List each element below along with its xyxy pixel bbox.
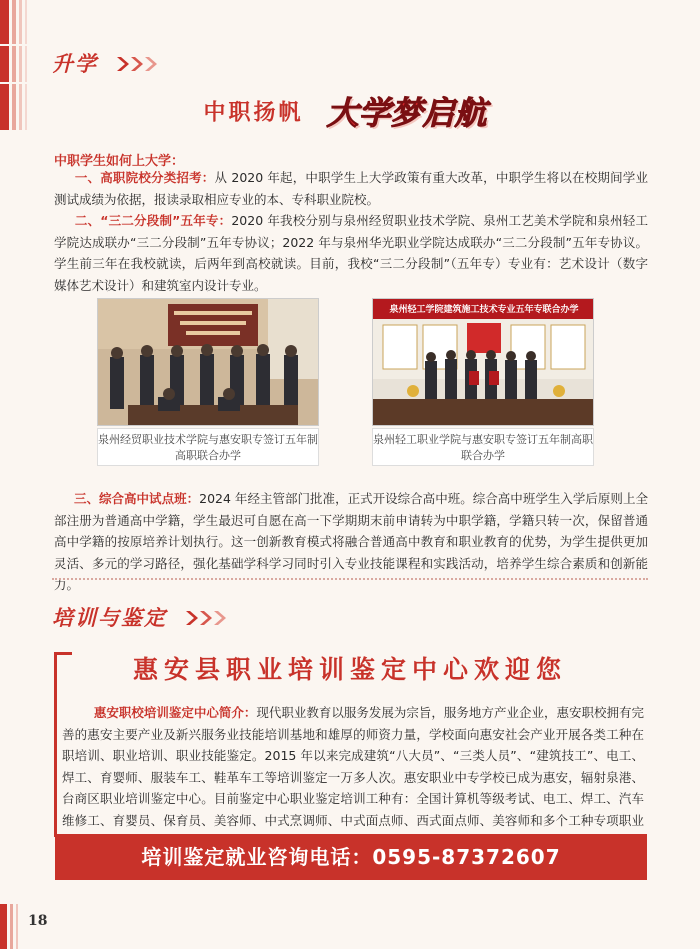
chevron-arrows-icon <box>184 607 230 632</box>
page-number: 18 <box>28 913 48 929</box>
upgrade-heading: 中职学生如何上大学： <box>54 154 185 169</box>
training-intro-text: 现代职业教育以服务发展为宗旨，服务地方产业企业，惠安职校拥有完善的惠安主要产业及新兴服务业技能培训基地和雄厚的师资力量，学校面向惠安社会产业开展各类工种在职培训、职业培训、职业技能鉴定。2015 年以来完成建筑“八大员”、“三类人员”、“建筑技工”、电工、焊工、育婴师、服装车工、鞋革车工等培训鉴定一万多人次。惠安职业中专学校已成为惠安，辐射泉港、台商区职业培训鉴定中心。目前鉴定中心职业鉴定培训工种有：全国计算机等级考试、电工、焊工、汽车维修工、育婴员、保育员、美容师、中式烹调师、中式面点师、西式面点师、美容师和多个工种专项职业 <box>62 705 644 828</box>
item3-text: 2024 年经主管部门批准，正式开设综合高中班。综合高中班学生入学后原则上全部注册为普通高中学籍，学生最迟可自愿在高一下学期期末前申请转为中职学籍，学籍只转一次，保留普通高中学籍的按原培养计划执行。这一创新教育模式将融合普通高中教育和职业教育的优势，为学生提供更加灵活、多元的学习路径，强化基础学科学习同时引入专业技能课程和实践活动，培养学生综合素质和创新能力。 <box>54 491 648 592</box>
item2-text: 2020 年我校分别与泉州经贸职业技术学院、泉州工艺美术学院和泉州轻工学院达成联办“三二分段制”五年专协议；2022 年与泉州华光职业学院达成联办“三二分段制”五年专协议。学生前三年在我校就读，后两年到高校就读。目前，我校“三二分段制”（五年专）专业有：艺术设计（数字媒体艺术设计）和建筑室内设计专业。 <box>54 213 648 293</box>
training-intro <box>62 702 644 853</box>
photo-caption-1: 泉州经贸职业技术学院与惠安职专签订五年制高职联合办学 <box>97 428 319 466</box>
section-title-upgrade: 升学 <box>52 48 161 78</box>
signing-photo-1 <box>97 298 319 426</box>
banner-part1: 中职扬帆 <box>203 100 304 126</box>
banner-title <box>0 88 700 134</box>
training-welcome-title: 惠安县职业培训鉴定中心欢迎您 <box>132 655 567 684</box>
item1-lead: 一、高职院校分类招考： <box>74 170 215 185</box>
section-divider <box>52 578 648 580</box>
photo-caption-2: 泉州轻工职业学院与惠安职专签订五年制高职联合办学 <box>372 428 594 466</box>
item3-lead: 三、综合高中试点班： <box>73 491 200 506</box>
signing-photo-2 <box>372 298 594 426</box>
photo2-banner-text: 泉州轻工学院建筑施工技术专业五年专联合办学 <box>389 305 579 315</box>
section-title-training: 培训与鉴定 <box>52 602 230 632</box>
banner-part2: 大学梦启航 <box>326 94 487 132</box>
hotline-banner: 培训鉴定就业咨询电话：0595-87372607 <box>55 834 647 880</box>
decorative-stripes-bottom <box>0 904 20 949</box>
item2-lead: 二、“三二分段制”五年专： <box>74 213 232 228</box>
training-intro-lead: 惠安职校培训鉴定中心简介： <box>93 705 257 720</box>
paragraph-item1 <box>54 167 648 210</box>
item1-text: 从 2020 年起，中职学生上大学政策有重大改革，中职学生将以在校期间学业测试成绩为依据，报读录取相应专业的本、专科职业院校。 <box>54 170 648 207</box>
paragraph-item2 <box>54 210 648 296</box>
chevron-arrows-icon <box>115 53 161 78</box>
